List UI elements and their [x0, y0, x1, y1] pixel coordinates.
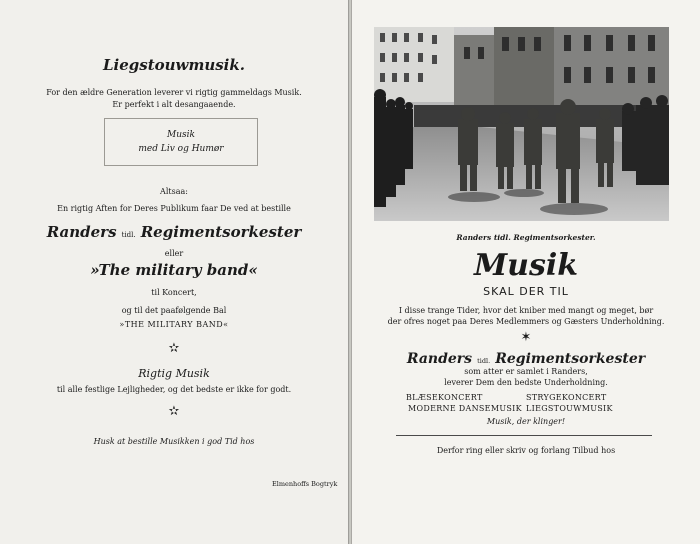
orchestra-small-right: tidl.: [477, 357, 491, 365]
leverer-line: leverer Dem den bedste Underholdning.: [444, 378, 608, 387]
til-koncert: til Koncert,: [151, 288, 197, 297]
service-liegstouwmusik: LIEGSTOUWMUSIK: [526, 404, 613, 413]
intro-line-2: Er perfekt i alt desangaaende.: [112, 100, 236, 109]
orchestra-title-right: [352, 348, 700, 367]
ring-line: Derfor ring eller skriv og forlang Tilbud hos: [436, 446, 616, 455]
star-icon: ✫: [168, 404, 180, 419]
left-page: [0, 0, 348, 544]
orchestra-small: tidl.: [121, 231, 136, 239]
orchestra-name: Randers: [46, 223, 117, 241]
evening-line: En rigtig Aften for Deres Publikum faar De ved at bestille: [57, 204, 291, 213]
bal-line: og til det paafølgende Bal: [121, 306, 227, 315]
service-strygekoncert: STRYGEKONCERT: [526, 393, 607, 402]
orchestra-photo: [374, 27, 669, 221]
festlige-line: til alle festlige Lejligheder, og det bedste er ikke for godt.: [56, 385, 292, 394]
body-line-2: der ofres noget paa Deres Medlemmers og Gæsters Underholdning.: [387, 317, 665, 326]
husk-line: Husk at bestille Musikken i god Tid hos: [93, 437, 255, 446]
rigtig-musik-heading: Rigtig Musik: [138, 367, 210, 380]
divider-line: [396, 435, 652, 436]
orchestra-rest-right: Regimentsorkester: [495, 351, 646, 367]
skal-der-til: SKAL DER TIL: [483, 285, 569, 298]
box-line-1: Musik: [167, 130, 195, 140]
body-line-1: I disse trange Tider, hvor det kniber med mangt og meget, bør: [398, 306, 654, 315]
box-line-2: med Liv og Humør: [138, 144, 224, 154]
military-band-title: »The military band«: [90, 261, 258, 279]
orchestra-title: [0, 222, 348, 241]
orchestra-rest: Regimentsorkester: [140, 223, 302, 241]
klinger-line: Musik, der klinger!: [486, 417, 566, 426]
military-band-caps: »THE MILITARY BAND«: [119, 320, 229, 329]
eller-label: eller: [164, 249, 184, 258]
asterisk-icon: ✶: [520, 330, 532, 345]
star-icon: ✫: [168, 341, 180, 356]
intro-line-1: For den ældre Generation leverer vi rigtig gammeldags Musik.: [46, 88, 302, 97]
service-blaesekoncert: BLÆSEKONCERT: [406, 393, 483, 402]
liegstouwmusik-heading: Liegstouwmusik.: [102, 56, 245, 74]
photo-caption: Randers tidl. Regimentsorkester.: [456, 233, 596, 242]
printer-credit: Elmenhoffs Bogtryk: [272, 480, 338, 488]
service-dansemusik: MODERNE DANSEMUSIK: [408, 404, 522, 413]
musik-heading: Musik: [473, 248, 579, 283]
samlet-line: som atter er samlet i Randers,: [464, 367, 588, 376]
orchestra-name-right: Randers: [406, 351, 473, 367]
musik-box: [104, 118, 258, 166]
altsaa-label: Altsaa:: [160, 187, 188, 196]
